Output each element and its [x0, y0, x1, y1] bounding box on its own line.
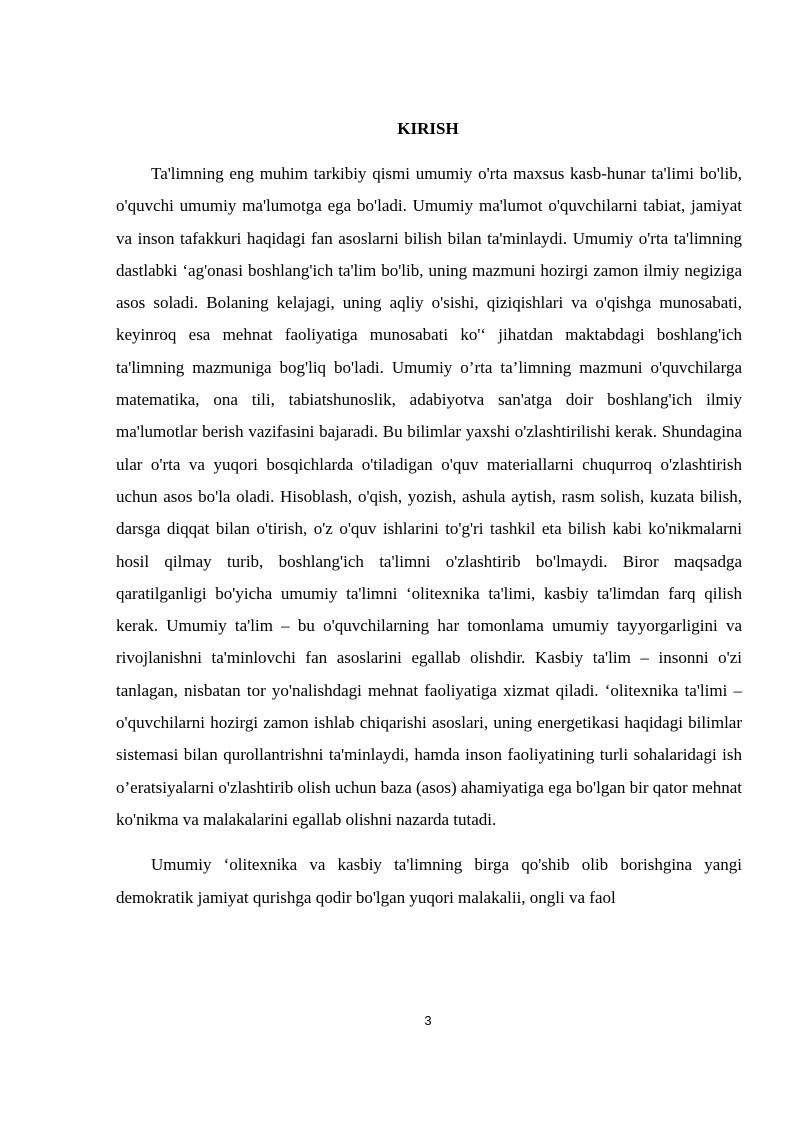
paragraph: Ta'limning eng muhim tarkibiy qismi umumiy o'rta maxsus kasb-hunar ta'limi bo'lib, o'quvchi umumiy ma'lumotga ega bo'ladi. Umumiy ma'lumot o'quvchilarni tabiat, jamiyat va inson tafakkuri haqidagi fan asoslarni bilish bilan ta'minlaydi. Umumiy o'rta ta'limning dastlabki ‘ag'onasi boshlang'ich ta'lim bo'lib, uning mazmuni hozirgi zamon ilmiy negiziga asos soladi. Bolaning kelajagi, uning aqliy o'sishi, qiziqishlari va o'qishga munosabati, keyinroq esa mehnat faoliyatiga munosabati ko'‘ jihatdan maktabdagi boshlang'ich ta'limning mazmuniga bog'liq bo'ladi. Umumiy o’rta ta’limning mazmuni o'quvchilarga matematika, ona tili, tabiatshunoslik, adabiyotva san'atga doir boshlang'ich ilmiy ma'lumotlar berish vazifasini bajaradi. Bu bilimlar yaxshi o'zlashtirilishi kerak. Shundagina ular o'rta va yuqori bosqichlarda o'tiladigan o'quv materiallarni chuqurroq o'zlashtirish uchun asos bo'la oladi. Hisoblash, o'qish, yozish, ashula aytish, rasm solish, kuzata bilish, darsga diqqat bilan o'tirish, o'z o'quv ishlarini to'g'ri tashkil eta bilish kabi ko'nikmalarni hosil qilmay turib, boshlang'ich ta'limni o'zlashtirib bo'lmaydi. Biror maqsadga qaratilganligi bo'yicha umumiy ta'limni ‘olitexnika ta'limi, kasbiy ta'limdan farq qilish kerak. Umumiy ta'lim – bu o'quvchilarning har tomonlama umumiy tayyorgarligini va rivojlanishni ta'minlovchi fan asoslarini egallab olishdir. Kasbiy ta'lim – insonni o'zi tanlagan, nisbatan tor yo'nalishdagi mehnat faoliyatiga xizmat qiladi. ‘olitexnika ta'limi – o'quvchilarni hozirgi zamon ishlab chiqarishi asoslari, uning energetikasi haqidagi bilimlar sistemasi bilan qurollantrishni ta'minlaydi, hamda inson faoliyatining turli sohalaridagi ish o’eratsiyalarni o'zlashtirib olish uchun baza (asos) ahamiyatiga ega bo'lgan bir qator mehnat ko'nikma va malakalarini egallab olishni nazarda tutadi.: [116, 164, 742, 829]
page-number: 3: [424, 1013, 432, 1028]
paragraph: Umumiy ‘olitexnika va kasbiy ta'limning birga qo'shib olib borishgina yangi demokratik jamiyat qurishga qodir bo'lgan yuqori malakalii, ongli va faol: [116, 855, 742, 907]
document-body: [116, 158, 742, 914]
page-title: KIRISH: [397, 119, 459, 138]
